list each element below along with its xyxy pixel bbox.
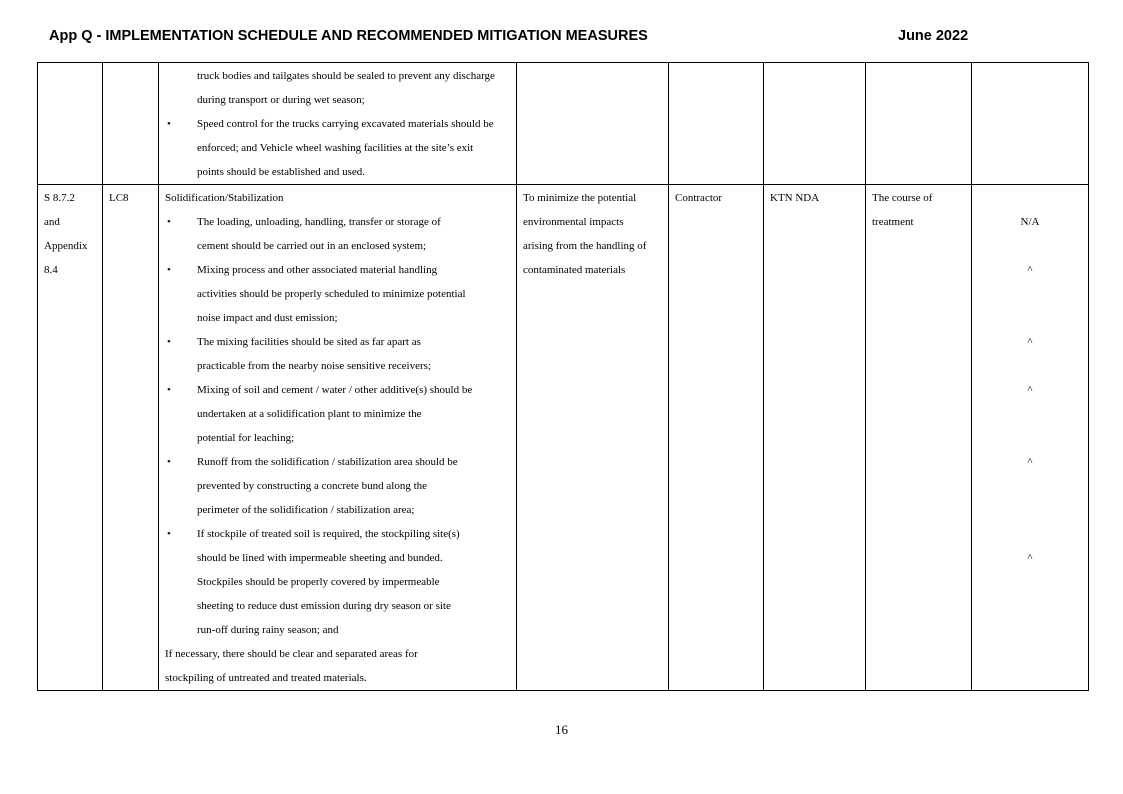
objective-cell [517, 63, 669, 185]
reference-cell [38, 185, 103, 691]
table-body [38, 63, 1089, 691]
measure-text-line: noise impact and dust emission; [197, 312, 338, 324]
code-cell [103, 63, 159, 185]
measure-text-line: potential for leaching; [197, 432, 295, 444]
measure-text-line: undertaken at a solidification plant to minimize the [197, 408, 422, 420]
measure-text-line: truck bodies and tailgates should be sealed to prevent any discharge [197, 70, 495, 82]
objective-line: arising from the handling of [523, 240, 647, 252]
implementer-cell [669, 185, 764, 691]
implementation-line [972, 474, 1088, 498]
implementation-line [972, 498, 1088, 522]
implementation-line [972, 282, 1088, 306]
bullet-item: • Mixing process and other associated material handling [165, 258, 516, 282]
bullet-item: • Mixing of soil and cement / water / other additive(s) should be [165, 378, 516, 402]
ref-line: and [44, 216, 60, 228]
implementation-line: ^ [1027, 336, 1033, 348]
ref-line: 8.4 [44, 264, 58, 276]
implementation-status-cell [972, 185, 1089, 691]
measure-text-line: cement should be carried out in an enclosed system; [197, 240, 427, 252]
bullet-item: • The loading, unloading, handling, transfer or storage of [165, 210, 516, 234]
bullet-item: • Runoff from the solidification / stabilization area should be [165, 450, 516, 474]
measure-text-line: activities should be properly scheduled to minimize potential [197, 288, 466, 300]
when-line: treatment [872, 216, 914, 228]
implementation-line [972, 426, 1088, 450]
measure-text-line: stockpiling of untreated and treated materials. [165, 672, 367, 684]
timing-cell [866, 185, 972, 691]
implementation-status-cell [972, 63, 1089, 185]
implementation-line: N/A [1020, 216, 1040, 228]
measure-text-line: sheeting to reduce dust emission during dry season or site [197, 600, 451, 612]
implementation-line: ^ [1027, 384, 1033, 396]
measure-text-line: If necessary, there should be clear and separated areas for [165, 648, 418, 660]
objective-line: To minimize the potential [523, 192, 637, 204]
reference-cell [38, 63, 103, 185]
document-date: June 2022 [898, 28, 969, 44]
objective-line: environmental impacts [523, 216, 624, 228]
measure-text-line: enforced; and Vehicle wheel washing facilities at the site’s exit [197, 142, 474, 154]
measure-text-line: Stockpiles should be properly covered by impermeable [197, 576, 440, 588]
document-title: App Q - IMPLEMENTATION SCHEDULE AND RECOMMENDED MITIGATION MEASURES [49, 28, 648, 44]
table-row [38, 185, 1089, 691]
objective-cell [517, 185, 669, 691]
code-line: LC8 [109, 192, 129, 204]
objective-line: contaminated materials [523, 264, 626, 276]
table-row [38, 63, 1089, 185]
implementation-line: ^ [1027, 456, 1033, 468]
measure-text-line: during transport or during wet season; [197, 94, 365, 106]
measures-cell [159, 63, 517, 185]
ref-line: S 8.7.2 [44, 192, 75, 204]
implementation-line [972, 234, 1088, 258]
implementation-line [972, 522, 1088, 546]
measure-text-line: practicable from the nearby noise sensitive receivers; [197, 360, 431, 372]
location-cell [764, 185, 866, 691]
location-cell [764, 63, 866, 185]
ref-line: Appendix [44, 240, 88, 252]
measure-text-line: run-off during rainy season; and [197, 624, 339, 636]
measure-text-line: prevented by constructing a concrete bund along the [197, 480, 428, 492]
bullet-item: • If stockpile of treated soil is required, the stockpiling site(s) [165, 522, 516, 546]
location-line: KTN NDA [770, 192, 820, 204]
measure-text-line: Solidification/Stabilization [165, 192, 284, 204]
bullet-item: • The mixing facilities should be sited as far apart as [165, 330, 516, 354]
implementer-cell [669, 63, 764, 185]
implementation-line [972, 186, 1088, 210]
measure-text-line: should be lined with impermeable sheeting and bunded. [197, 552, 443, 564]
page-number: 16 [555, 722, 568, 737]
code-cell [103, 185, 159, 691]
implementation-line: ^ [1027, 264, 1033, 276]
measure-text-line: points should be established and used. [197, 166, 366, 178]
bullet-item: • Speed control for the trucks carrying excavated materials should be [165, 112, 516, 136]
measure-text-line: perimeter of the solidification / stabilization area; [197, 504, 415, 516]
implementation-line [972, 306, 1088, 330]
implementation-line [972, 402, 1088, 426]
implementation-line [972, 354, 1088, 378]
when-line: The course of [872, 192, 933, 204]
mitigation-schedule-table [37, 62, 1089, 691]
implementation-line: ^ [1027, 552, 1033, 564]
measures-cell [159, 185, 517, 691]
who-line: Contractor [675, 192, 723, 204]
timing-cell [866, 63, 972, 185]
